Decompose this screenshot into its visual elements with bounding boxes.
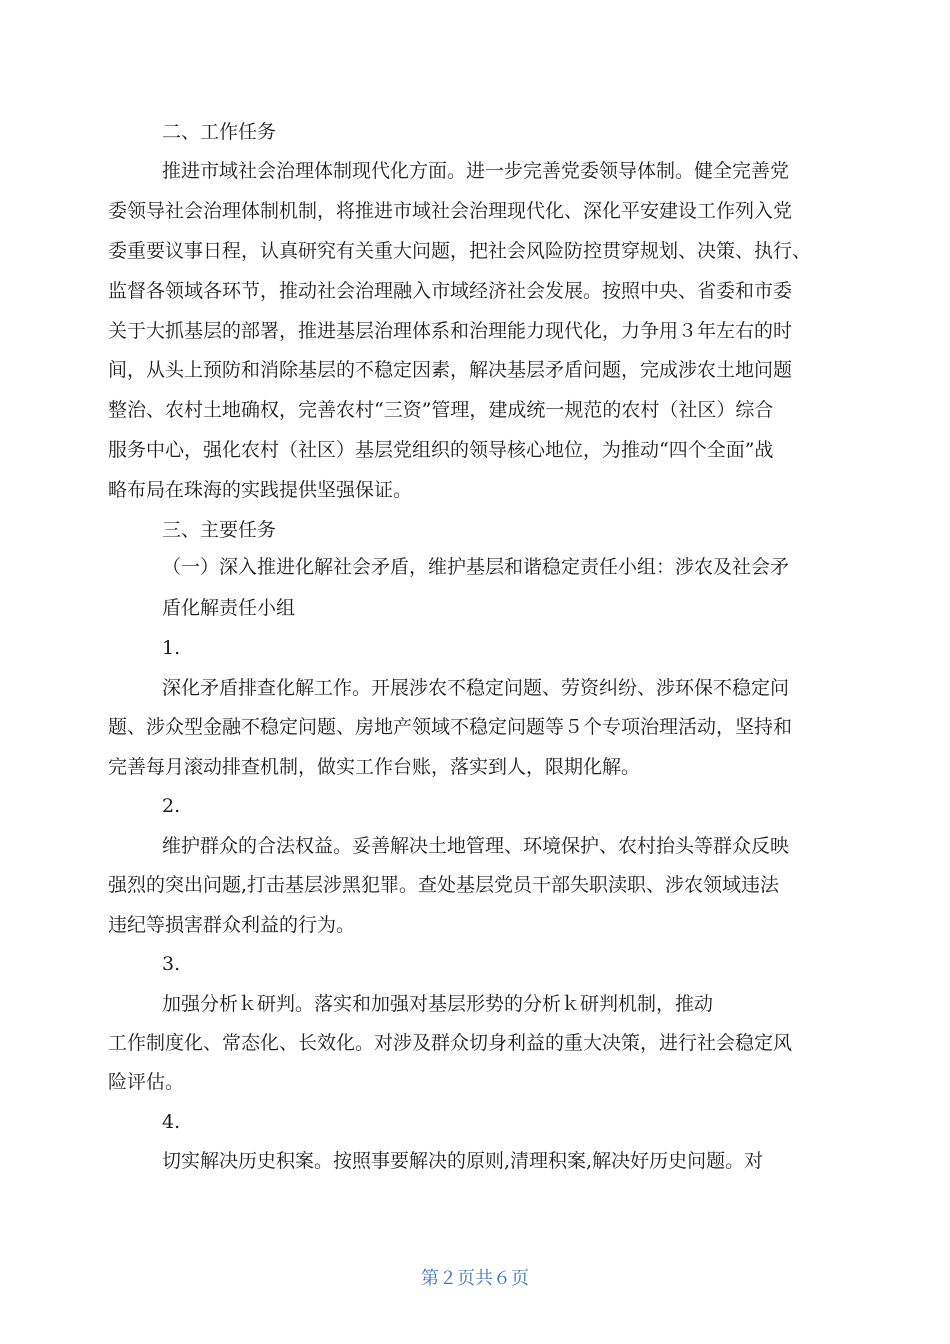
paragraph-line: 关于大抓基层的部署，推进基层治理体系和治理能力现代化，力争用３年左右的时 [108,320,793,342]
paragraph-line: 略布局在珠海的实践提供坚强保证。 [108,479,413,501]
subsection-heading: （一）深入推进化解社会矛盾，维护基层和谐稳定责任小组：涉农及社会矛 [162,556,790,578]
paragraph-line: 加强分析ｋ研判。落实和加强对基层形势的分析ｋ研判机制，推动 [162,993,714,1015]
paragraph-line: 强烈的突出问题,打击基层涉黑犯罪。查处基层党员干部失职渎职、涉农领域违法 [108,874,780,896]
paragraph-line: 服务中心，强化农村（社区）基层党组织的领导核心地位，为推动“四个全面”战 [108,439,774,461]
paragraph-line: 委重要议事日程，认真研究有关重大问题，把社会风险防控贯穿规划、决策、执行、 [108,240,812,262]
section-heading: 三、主要任务 [162,519,277,541]
paragraph-line: 整治、农村土地确权，完善农村“三资”管理，建成统一规范的农村（社区）综合 [108,399,774,421]
paragraph-line: 违纪等损害群众利益的行为。 [108,914,356,936]
paragraph-line: 监督各领域各环节，推动社会治理融入市域经济社会发展。按照中央、省委和市委 [108,280,793,302]
paragraph-line: 险评估。 [108,1071,185,1093]
page-number-footer: 第２页共６页 [421,1268,529,1289]
paragraph-line: 工作制度化、常态化、长效化。对涉及群众切身利益的重大决策，进行社会稳定风 [108,1032,793,1054]
item-number: 4. [162,1111,181,1133]
item-number: 2. [162,795,181,817]
section-heading: 二、工作任务 [162,121,277,143]
subsection-heading: 盾化解责任小组 [162,597,296,619]
item-number: 1. [162,637,181,659]
paragraph-line: 委领导社会治理体制机制，将推进市域社会治理现代化、深化平安建设工作列入党 [108,200,793,222]
paragraph-line: 推进市域社会治理体制现代化方面。进一步完善党委领导体制。健全完善党 [162,160,790,182]
paragraph-line: 题、涉众型金融不稳定问题、房地产领域不稳定问题等５个专项治理活动，坚持和 [108,716,793,738]
paragraph-line: 完善每月滚动排查机制，做实工作台账，落实到人，限期化解。 [108,756,641,778]
paragraph-line: 维护群众的合法权益。妥善解决土地管理、环境保护、农村抬头等群众反映 [162,835,790,857]
paragraph-line: 间，从头上预防和消除基层的不稳定因素，解决基层矛盾问题，完成涉农土地问题 [108,359,793,381]
paragraph-line: 切实解决历史积案。按照事要解决的原则,清理积案,解决好历史问题。对 [162,1150,764,1172]
paragraph-line: 深化矛盾排查化解工作。开展涉农不稳定问题、劳资纠纷、涉环保不稳定问 [162,677,790,699]
item-number: 3. [162,953,181,975]
